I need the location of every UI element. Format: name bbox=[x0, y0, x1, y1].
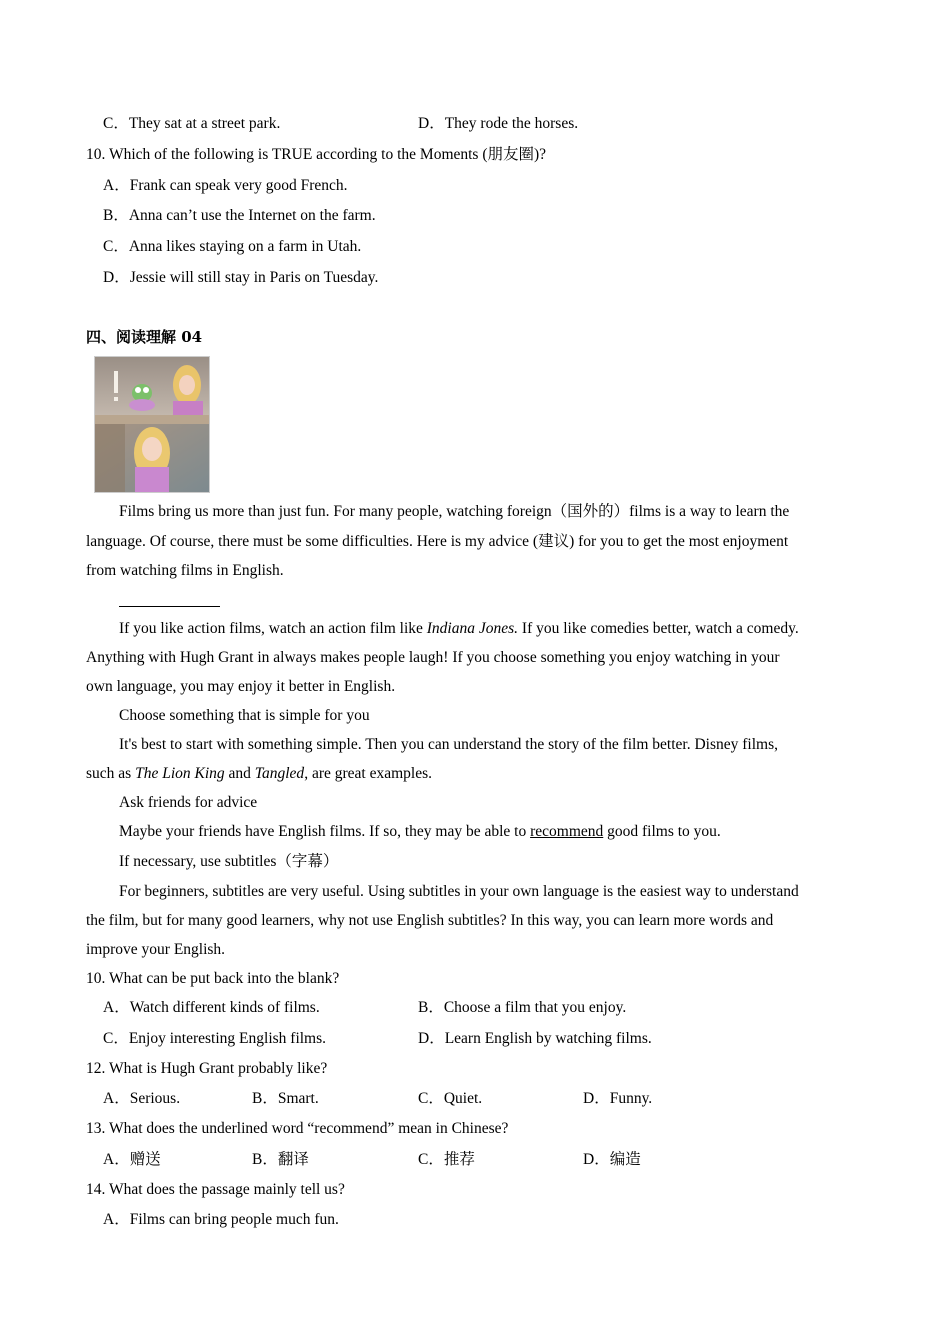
paragraph-2-line-1: It's best to start with something simple. Then you can understand the story of the film better. Disney films, bbox=[119, 736, 778, 753]
subheading-subtitles: If necessary, use subtitles（字幕） bbox=[119, 853, 339, 870]
p1-film-title: Indiana Jones. bbox=[426, 620, 519, 637]
q12-option-d: D．Funny. bbox=[583, 1090, 653, 1107]
paragraph-1-line-2: Anything with Hugh Grant in always makes people laugh! If you choose something you enjoy watching in your bbox=[86, 649, 780, 666]
p2-text-c: , are great examples. bbox=[304, 765, 432, 782]
q11-stem: 10. What can be put back into the blank? bbox=[86, 970, 340, 987]
q11-option-b: B．Choose a film that you enjoy. bbox=[418, 999, 627, 1016]
q9-option-c: C．They sat at a street park. bbox=[103, 115, 281, 132]
paragraph-1-line-3: own language, you may enjoy it better in English. bbox=[86, 678, 396, 695]
film-still-image bbox=[94, 356, 210, 493]
q9-option-d: D．They rode the horses. bbox=[418, 115, 579, 132]
q12-option-c: C．Quiet. bbox=[418, 1090, 483, 1107]
q14-stem: 14. What does the passage mainly tell us? bbox=[86, 1181, 345, 1198]
answer-blank bbox=[119, 606, 220, 607]
q10-option-b: B．Anna can’t use the Internet on the farm. bbox=[103, 207, 376, 224]
q13-option-d: D．编造 bbox=[583, 1151, 641, 1168]
paragraph-4-line-2: the film, but for many good learners, why not use English subtitles? In this way, you can learn more words and bbox=[86, 912, 774, 929]
q12-stem: 12. What is Hugh Grant probably like? bbox=[86, 1060, 328, 1077]
q11-option-a: A．Watch different kinds of films. bbox=[103, 999, 320, 1016]
q10-stem: 10. Which of the following is TRUE according to the Moments (朋友圈)? bbox=[86, 146, 547, 163]
p2-text-b: and bbox=[224, 765, 255, 782]
paragraph-1-line-1 bbox=[119, 619, 799, 639]
q10-option-c: C．Anna likes staying on a farm in Utah. bbox=[103, 238, 362, 255]
q10-option-d: D．Jessie will still stay in Paris on Tuesday. bbox=[103, 269, 379, 286]
q12-option-b: B．Smart. bbox=[252, 1090, 319, 1107]
q14-option-a: A．Films can bring people much fun. bbox=[103, 1211, 339, 1228]
subheading-simple: Choose something that is simple for you bbox=[119, 707, 370, 724]
q11-option-d: D．Learn English by watching films. bbox=[418, 1030, 652, 1047]
paragraph-4-line-3: improve your English. bbox=[86, 941, 226, 958]
p2-film-title-1: The Lion King bbox=[135, 765, 225, 782]
underlined-word-recommend: recommend bbox=[530, 823, 604, 840]
p2-text-a: such as bbox=[86, 765, 136, 782]
q10-option-a: A．Frank can speak very good French. bbox=[103, 177, 348, 194]
passage-intro-line-3: from watching films in English. bbox=[86, 562, 284, 579]
section-title: 四、阅读理解 04 bbox=[86, 328, 203, 346]
p1-text-a: If you like action films, watch an action film like bbox=[119, 620, 427, 637]
p3-text-a: Maybe your friends have English films. If so, they may be able to bbox=[119, 823, 531, 840]
p3-text-b: good films to you. bbox=[603, 823, 721, 840]
paragraph-3-line-1 bbox=[119, 822, 721, 842]
passage-intro-line-1: Films bring us more than just fun. For many people, watching foreign（国外的）films is a way to learn the bbox=[119, 503, 790, 520]
q12-option-a: A．Serious. bbox=[103, 1090, 181, 1107]
subheading-ask-friends: Ask friends for advice bbox=[119, 794, 258, 811]
q11-option-c: C．Enjoy interesting English films. bbox=[103, 1030, 327, 1047]
paragraph-4-line-1: For beginners, subtitles are very useful. Using subtitles in your own language is the easiest way to understand bbox=[119, 883, 799, 900]
q13-option-b: B．翻译 bbox=[252, 1151, 309, 1168]
q13-option-c: C．推荐 bbox=[418, 1151, 475, 1168]
passage-intro-line-2: language. Of course, there must be some difficulties. Here is my advice (建议) for you to get the most enjoyment bbox=[86, 533, 789, 550]
q13-option-a: A．赠送 bbox=[103, 1151, 161, 1168]
p2-film-title-2: Tangled bbox=[254, 765, 305, 782]
q13-stem: 13. What does the underlined word “recommend” mean in Chinese? bbox=[86, 1120, 509, 1137]
paragraph-2-line-2 bbox=[86, 764, 432, 784]
p1-text-b: If you like comedies better, watch a comedy. bbox=[518, 620, 799, 637]
